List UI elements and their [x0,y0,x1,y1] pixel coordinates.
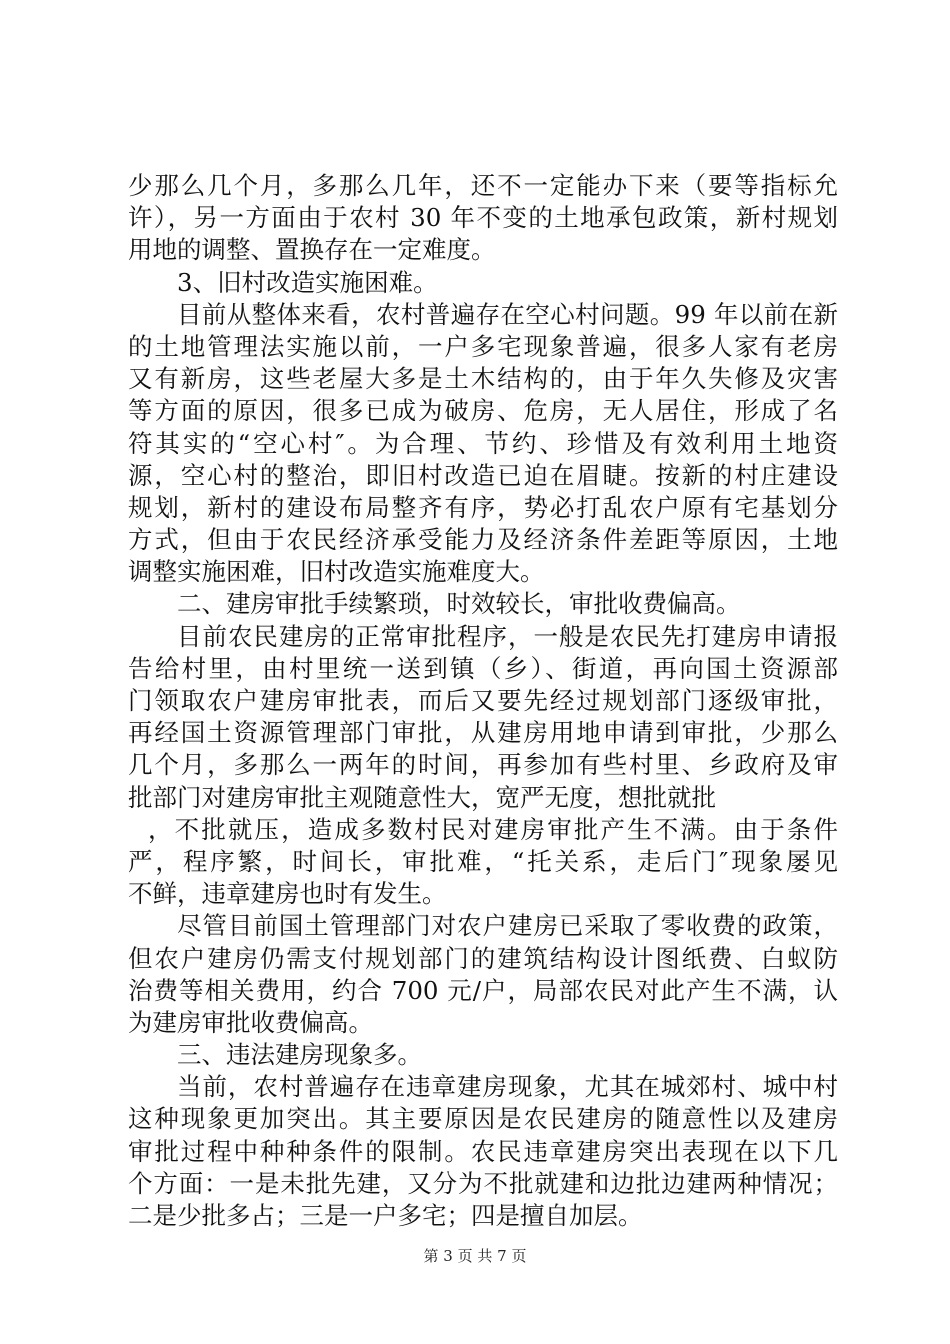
text-line: 的土地管理法实施以前，一户多宅现象普遍，很多人家有老房 [128,331,838,361]
text-line: 用地的调整、置换存在一定难度。 [128,235,496,265]
text-line: ，不批就压，造成多数村民对建房审批产生不满。由于条件 [148,814,838,844]
text-line: 方式，但由于农民经济承受能力及经济条件差距等原因，土地 [128,525,838,555]
text-line: 二、建房审批手续繁琐，时效较长，审批收费偏高。 [177,589,741,619]
text-line: 再经国土资源管理部门审批，从建房用地申请到审批，少那么 [128,718,838,748]
page-footer: 第 3 页 共 7 页 [423,1247,527,1265]
text-line: 当前，农村普遍存在违章建房现象，尤其在城郊村、城中村 [177,1072,838,1102]
text-line: 严，程序繁，时间长，审批难，“托关系，走后门″现象屡见 [128,846,838,876]
text-line: 调整实施困难，旧村改造实施难度大。 [128,557,545,587]
text-line: 但农户建房仍需支付规划部门的建筑结构设计图纸费、白蚁防 [128,943,838,973]
text-line: 个方面：一是未批先建，又分为不批就建和边批边建两种情况； [128,1168,838,1198]
text-line: 3、旧村改造实施困难。 [177,267,438,297]
text-line: 规划，新村的建设布局整齐有序，势必打乱农户原有宅基划分 [128,492,838,522]
text-line: 又有新房，这些老屋大多是土木结构的，由于年久失修及灾害 [128,364,838,394]
text-line: 少那么几个月，多那么几年，还不一定能办下来（要等指标允 [128,171,838,200]
text-line: 符其实的“空心村″。为合理、节约、珍惜及有效利用土地资 [128,428,838,458]
text-line: 几个月，多那么一两年的时间，再参加有些村里、乡政府及审 [128,750,838,780]
text-line: 源，空心村的整治，即旧村改造已迫在眉睫。按新的村庄建设 [128,460,838,490]
text-line: 批部门对建房审批主观随意性大，宽严无度，想批就批 [128,782,716,812]
text-line: 治费等相关费用，约合 700 元/户，局部农民对此产生不满，认 [128,975,838,1005]
text-line: 为建房审批收费偏高。 [128,1007,373,1037]
text-line: 这种现象更加突出。其主要原因是农民建房的随意性以及建房 [128,1104,838,1134]
text-line: 二是少批多占；三是一户多宅；四是擅自加层。 [128,1201,643,1230]
text-line: 目前从整体来看，农村普遍存在空心村问题。99 年以前在新 [177,299,838,329]
text-line: 等方面的原因，很多已成为破房、危房，无人居住，形成了名 [128,396,838,426]
text-line: 许），另一方面由于农村 30 年不变的土地承包政策，新村规划 [128,203,838,233]
text-line: 门领取农户建房审批表，而后又要先经过规划部门逐级审批， [128,686,838,715]
text-line: 目前农民建房的正常审批程序，一般是农民先打建房申请报 [177,621,838,651]
document-body [128,170,838,1232]
text-line: 不鲜，违章建房也时有发生。 [128,879,447,909]
text-line: 尽管目前国土管理部门对农户建房已采取了零收费的政策， [177,911,838,941]
text-line: 审批过程中种种条件的限制。农民违章建房突出表现在以下几 [128,1136,838,1166]
text-line: 三、违法建房现象多。 [177,1040,422,1070]
text-line: 告给村里，由村里统一送到镇（乡）、街道，再向国土资源部 [128,653,838,683]
